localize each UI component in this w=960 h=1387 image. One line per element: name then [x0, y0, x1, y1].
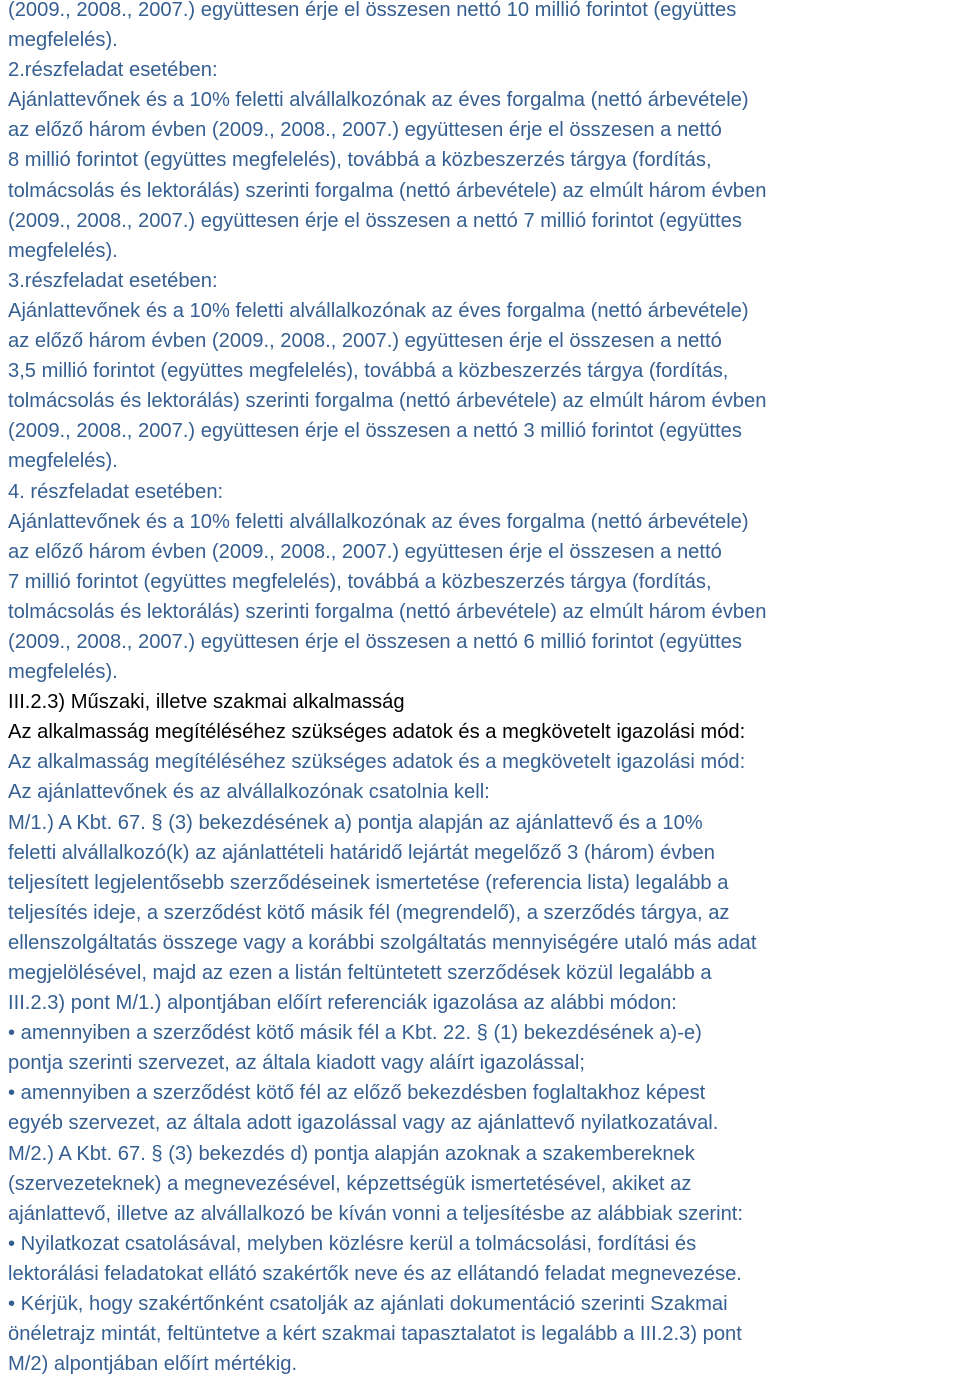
text-line: M/2.) A Kbt. 67. § (3) bekezdés d) pontja alapján azoknak a szakembereknek	[8, 1142, 695, 1165]
text-line: 7 millió forintot (együttes megfelelés), továbbá a közbeszerzés tárgya (fordítás,	[8, 570, 712, 593]
text-line: 8 millió forintot (együttes megfelelés), továbbá a közbeszerzés tárgya (fordítás,	[8, 149, 712, 172]
text-line: Az alkalmasság megítéléséhez szükséges adatok és a megkövetelt igazolási mód:	[8, 751, 746, 774]
text-line: Az ajánlattevőnek és az alvállalkozónak csatolnia kell:	[8, 781, 490, 804]
text-line: III.2.3) Műszaki, illetve szakmai alkalmasság	[8, 691, 405, 714]
text-line: önéletrajz mintát, feltüntetve a kért szakmai tapasztalatot is legalább a III.2.3) pont	[8, 1323, 742, 1346]
text-line: megfelelés).	[8, 450, 118, 473]
text-line: (2009., 2008., 2007.) együttesen érje el összesen a nettó 3 millió forintot (együttes	[8, 420, 742, 443]
text-line: Ajánlattevőnek és a 10% feletti alvállalkozónak az éves forgalma (nettó árbevétele)	[8, 89, 749, 112]
text-line: lektorálási feladatokat ellátó szakértők neve és az ellátandó feladat megnevezése.	[8, 1262, 742, 1285]
text-line: ellenszolgáltatás összege vagy a korábbi szolgáltatás mennyiségére utaló más adat	[8, 931, 757, 954]
text-line: teljesített legjelentősebb szerződéseinek ismertetése (referencia lista) legalább a	[8, 871, 729, 894]
text-line: feletti alvállalkozó(k) az ajánlattételi határidő lejártát megelőző 3 (három) évben	[8, 841, 715, 864]
text-line: Ajánlattevőnek és a 10% feletti alvállalkozónak az éves forgalma (nettó árbevétele)	[8, 510, 749, 533]
text-line: (2009., 2008., 2007.) együttesen érje el összesen a nettó 6 millió forintot (együttes	[8, 630, 742, 653]
text-line: 4. részfeladat esetében:	[8, 480, 224, 503]
text-line: tolmácsolás és lektorálás) szerinti forgalma (nettó árbevétele) az elmúlt három évben	[8, 600, 767, 623]
text-line: tolmácsolás és lektorálás) szerinti forgalma (nettó árbevétele) az elmúlt három évben	[8, 179, 767, 202]
text-line: • amennyiben a szerződést kötő fél az előző bekezdésben foglaltakhoz képest	[8, 1082, 706, 1105]
text-line: megfelelés).	[8, 29, 118, 52]
text-line: megjelölésével, majd az ezen a listán feltüntetett szerződések közül legalább a	[8, 962, 712, 984]
text-line: M/1.) A Kbt. 67. § (3) bekezdésének a) pontja alapján az ajánlattevő és a 10%	[8, 811, 703, 834]
text-line: 3,5 millió forintot (együttes megfelelés), továbbá a közbeszerzés tárgya (fordítás,	[8, 360, 729, 383]
text-line: (2009., 2008., 2007.) együttesen érje el összesen a nettó 7 millió forintot (együttes	[8, 209, 742, 232]
document-page	[8, 0, 958, 1379]
text-line: teljesítés ideje, a szerződést kötő másik fél (megrendelő), a szerződés tárgya, az	[8, 901, 730, 924]
text-line: ajánlattevő, illetve az alvállalkozó be kíván vonni a teljesítésbe az alábbiak szerint:	[8, 1202, 744, 1225]
text-line: • Nyilatkozat csatolásával, melyben közlésre kerül a tolmácsolási, fordítási és	[8, 1232, 697, 1255]
text-line: egyéb szervezet, az általa adott igazolással vagy az ajánlattevő nyilatkozatával.	[8, 1112, 719, 1135]
text-line: • amennyiben a szerződést kötő másik fél a Kbt. 22. § (1) bekezdésének a)-e)	[8, 1022, 702, 1045]
text-line: (2009., 2008., 2007.) együttesen érje el összesen nettó 10 millió forintot (együttes	[8, 0, 737, 21]
text-line: 2.részfeladat esetében:	[8, 59, 218, 82]
text-line: M/2) alpontjában előírt mértékig.	[8, 1353, 298, 1376]
text-line: (szervezeteknek) a megnevezésével, képzettségük ismertetésével, akiket az	[8, 1172, 692, 1195]
text-line: 3.részfeladat esetében:	[8, 269, 218, 292]
text-line: az előző három évben (2009., 2008., 2007.) együttesen érje el összesen a nettó	[8, 330, 722, 353]
text-line: az előző három évben (2009., 2008., 2007.) együttesen érje el összesen a nettó	[8, 540, 722, 563]
text-line: pontja szerinti szervezet, az általa kiadott vagy aláírt igazolással;	[8, 1052, 585, 1075]
text-line: megfelelés).	[8, 239, 118, 262]
text-line: Ajánlattevőnek és a 10% feletti alvállalkozónak az éves forgalma (nettó árbevétele)	[8, 299, 749, 322]
text-line: • Kérjük, hogy szakértőnként csatolják az ajánlati dokumentáció szerinti Szakmai	[8, 1293, 728, 1316]
text-line: tolmácsolás és lektorálás) szerinti forgalma (nettó árbevétele) az elmúlt három évben	[8, 390, 767, 413]
text-line: Az alkalmasság megítéléséhez szükséges adatok és a megkövetelt igazolási mód:	[8, 721, 746, 744]
text-line: megfelelés).	[8, 661, 118, 684]
text-line: III.2.3) pont M/1.) alpontjában előírt referenciák igazolása az alábbi módon:	[8, 992, 677, 1015]
text-line: az előző három évben (2009., 2008., 2007.) együttesen érje el összesen a nettó	[8, 119, 722, 142]
